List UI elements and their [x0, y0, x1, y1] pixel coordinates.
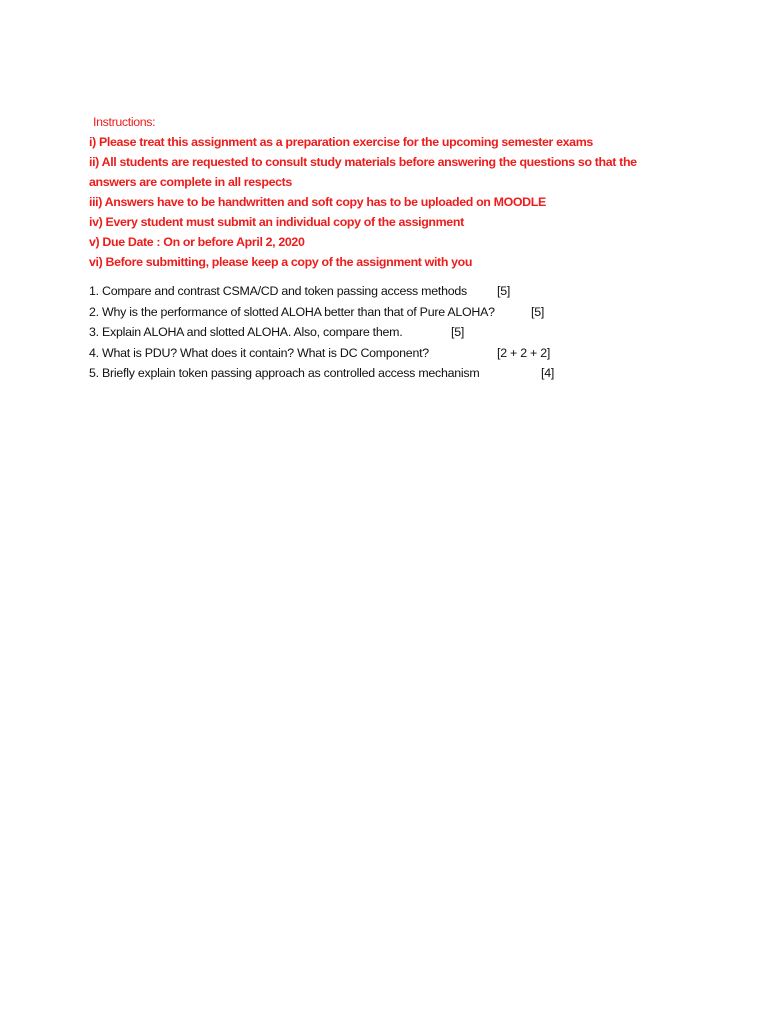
- instruction-line: answers are complete in all respects: [89, 175, 292, 189]
- instruction-line: i) Please treat this assignment as a preparation exercise for the upcoming semester exams: [89, 135, 593, 149]
- question-text: 1. Compare and contrast CSMA/CD and token passing access methods: [89, 284, 467, 298]
- instructions-block: [89, 112, 689, 272]
- question-marks: [2 + 2 + 2]: [497, 345, 551, 360]
- question-text: 4. What is PDU? What does it contain? What is DC Component?: [89, 345, 429, 360]
- questions-list: [89, 281, 709, 384]
- instruction-line: iii) Answers have to be handwritten and soft copy has to be uploaded on MOODLE: [89, 195, 546, 209]
- question-item: [89, 322, 709, 343]
- question-marks: [4]: [541, 366, 555, 380]
- question-text: 2. Why is the performance of slotted ALOHA better than that of Pure ALOHA?: [89, 304, 495, 319]
- instruction-line: vi) Before submitting, please keep a copy of the assignment with you: [89, 255, 473, 269]
- question-item: [89, 343, 709, 364]
- question-item: [89, 281, 709, 302]
- question-item: [89, 363, 709, 384]
- question-text: 3. Explain ALOHA and slotted ALOHA. Also, compare them.: [89, 325, 403, 339]
- question-item: [89, 302, 709, 323]
- instructions-heading: Instructions:: [93, 115, 156, 129]
- instruction-line: ii) All students are requested to consult study materials before answering the questions so that the: [89, 155, 637, 169]
- question-marks: [5]: [451, 325, 465, 339]
- question-marks: [5]: [531, 304, 545, 319]
- instruction-line: v) Due Date : On or before April 2, 2020: [89, 235, 305, 249]
- instruction-line: iv) Every student must submit an individual copy of the assignment: [89, 215, 464, 229]
- question-marks: [5]: [497, 284, 511, 298]
- question-text: 5. Briefly explain token passing approach as controlled access mechanism: [89, 366, 480, 380]
